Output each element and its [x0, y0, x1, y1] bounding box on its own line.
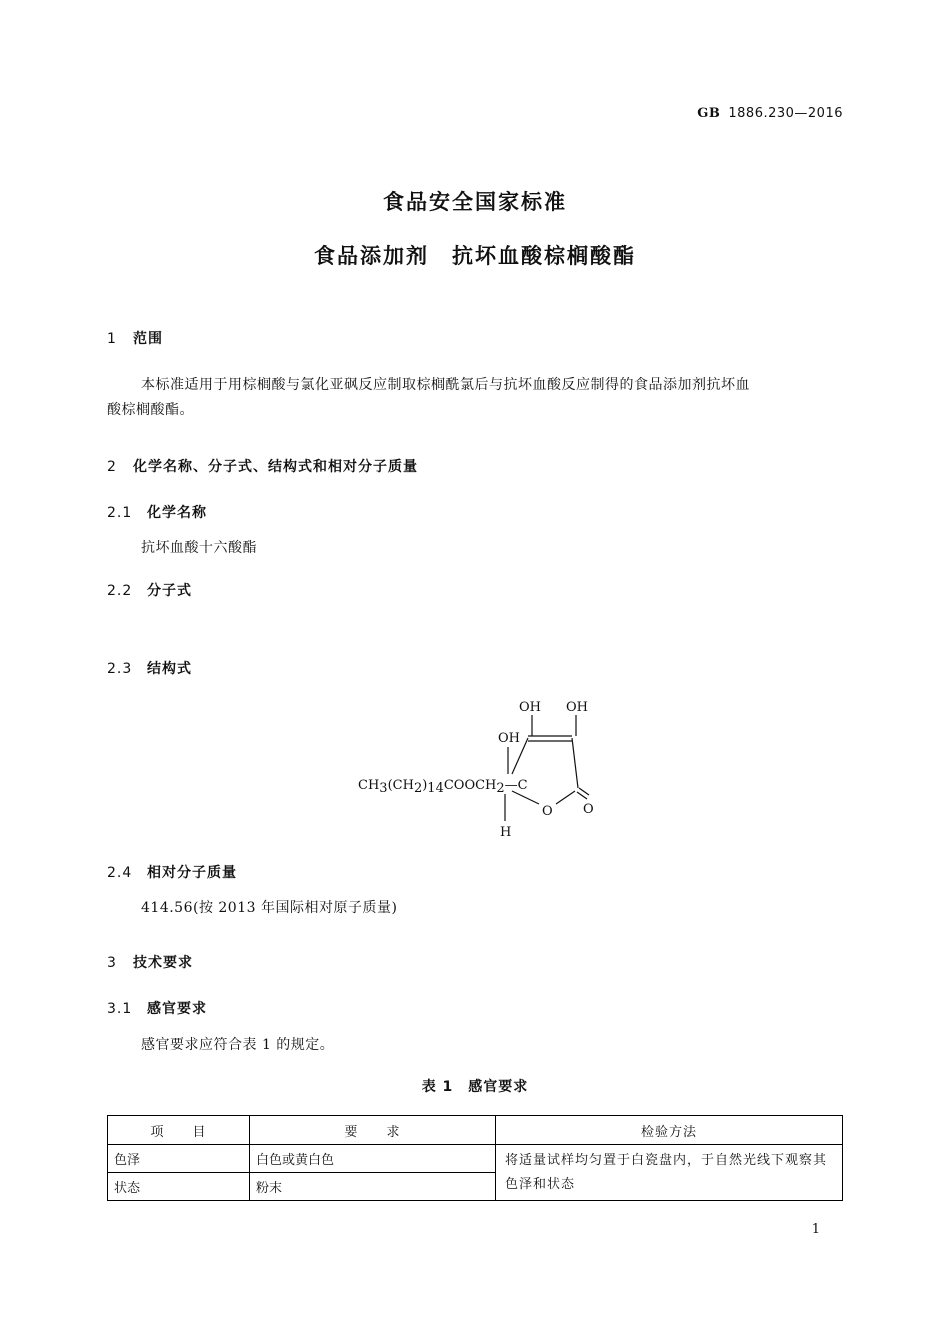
section-title: 分子式 [147, 583, 192, 599]
row-requirement: 粉末 [250, 1173, 496, 1201]
row-item: 色泽 [108, 1145, 250, 1173]
section-2-2-heading [107, 580, 192, 600]
row-method [496, 1145, 843, 1201]
section-number: 2 [107, 459, 117, 475]
oh-top-right: OH [566, 700, 588, 715]
ring-bond-right [572, 738, 578, 788]
scope-text-line-2: 酸棕榈酸酯。 [107, 402, 194, 418]
table-header-row [108, 1116, 843, 1145]
section-title: 化学名称、分子式、结构式和相对分子质量 [133, 459, 418, 475]
table-caption: 表 1 感官要求 [421, 1079, 529, 1095]
section-2-3-heading [107, 658, 192, 678]
section-3-heading [107, 952, 193, 972]
header-requirement: 要 求 [250, 1116, 496, 1145]
standard-number: 1886.230—2016 [728, 106, 843, 121]
row-item: 状态 [108, 1173, 250, 1201]
section-number: 2.3 [107, 661, 133, 677]
section-title: 技术要求 [133, 955, 193, 971]
ring-oxygen: O [542, 804, 553, 819]
section-number: 3.1 [107, 1001, 133, 1017]
document-title: 食品安全国家标准 [383, 190, 567, 214]
page-number: 1 [811, 1222, 820, 1237]
oh-side: OH [498, 731, 520, 746]
carbonyl-oxygen: O [583, 802, 594, 817]
section-title: 化学名称 [147, 505, 207, 521]
ring-bond-bottom-right [556, 791, 575, 804]
molecular-weight: 414.56(按 2013 年国际相对原子质量) [141, 900, 398, 916]
structural-formula [355, 695, 615, 845]
gb-label: GB [697, 106, 721, 121]
header-item: 项 目 [108, 1116, 250, 1145]
hydrogen: H [500, 825, 512, 840]
header-method: 检验方法 [496, 1116, 843, 1145]
section-1-heading [107, 328, 163, 348]
section-number: 1 [107, 331, 117, 347]
section-2-4-heading [107, 862, 237, 882]
section-title: 相对分子质量 [147, 865, 237, 881]
section-number: 2.4 [107, 865, 133, 881]
table-row [108, 1145, 843, 1173]
row-requirement: 白色或黄白色 [250, 1145, 496, 1173]
section-title: 感官要求 [147, 1001, 207, 1017]
section-2-heading [107, 456, 418, 476]
section-2-1-heading [107, 502, 207, 522]
section-number: 2.1 [107, 505, 133, 521]
method-line-1: 将适量试样均匀置于白瓷盘内，于自然光线下观察其 [505, 1152, 828, 1168]
method-line-2: 色泽和状态 [505, 1176, 576, 1192]
section-number: 2.2 [107, 583, 133, 599]
oh-top-left: OH [519, 700, 541, 715]
section-title: 范围 [133, 331, 163, 347]
section-title: 结构式 [147, 661, 192, 677]
section-3-1-heading [107, 998, 207, 1018]
side-chain: CH3(CH2)14COOCH2—C [358, 778, 528, 796]
chemical-name: 抗坏血酸十六酸酯 [141, 540, 257, 556]
document-subtitle: 食品添加剂 抗坏血酸棕榈酸酯 [314, 244, 636, 268]
standard-code [697, 106, 843, 121]
sensory-requirement-text: 感官要求应符合表 1 的规定。 [141, 1037, 335, 1053]
sensory-requirements-table [107, 1115, 843, 1201]
section-number: 3 [107, 955, 117, 971]
scope-text-line-1: 本标准适用于用棕榈酸与氯化亚砜反应制取棕榈酰氯后与抗坏血酸反应制得的食品添加剂抗坏血 [141, 377, 750, 393]
